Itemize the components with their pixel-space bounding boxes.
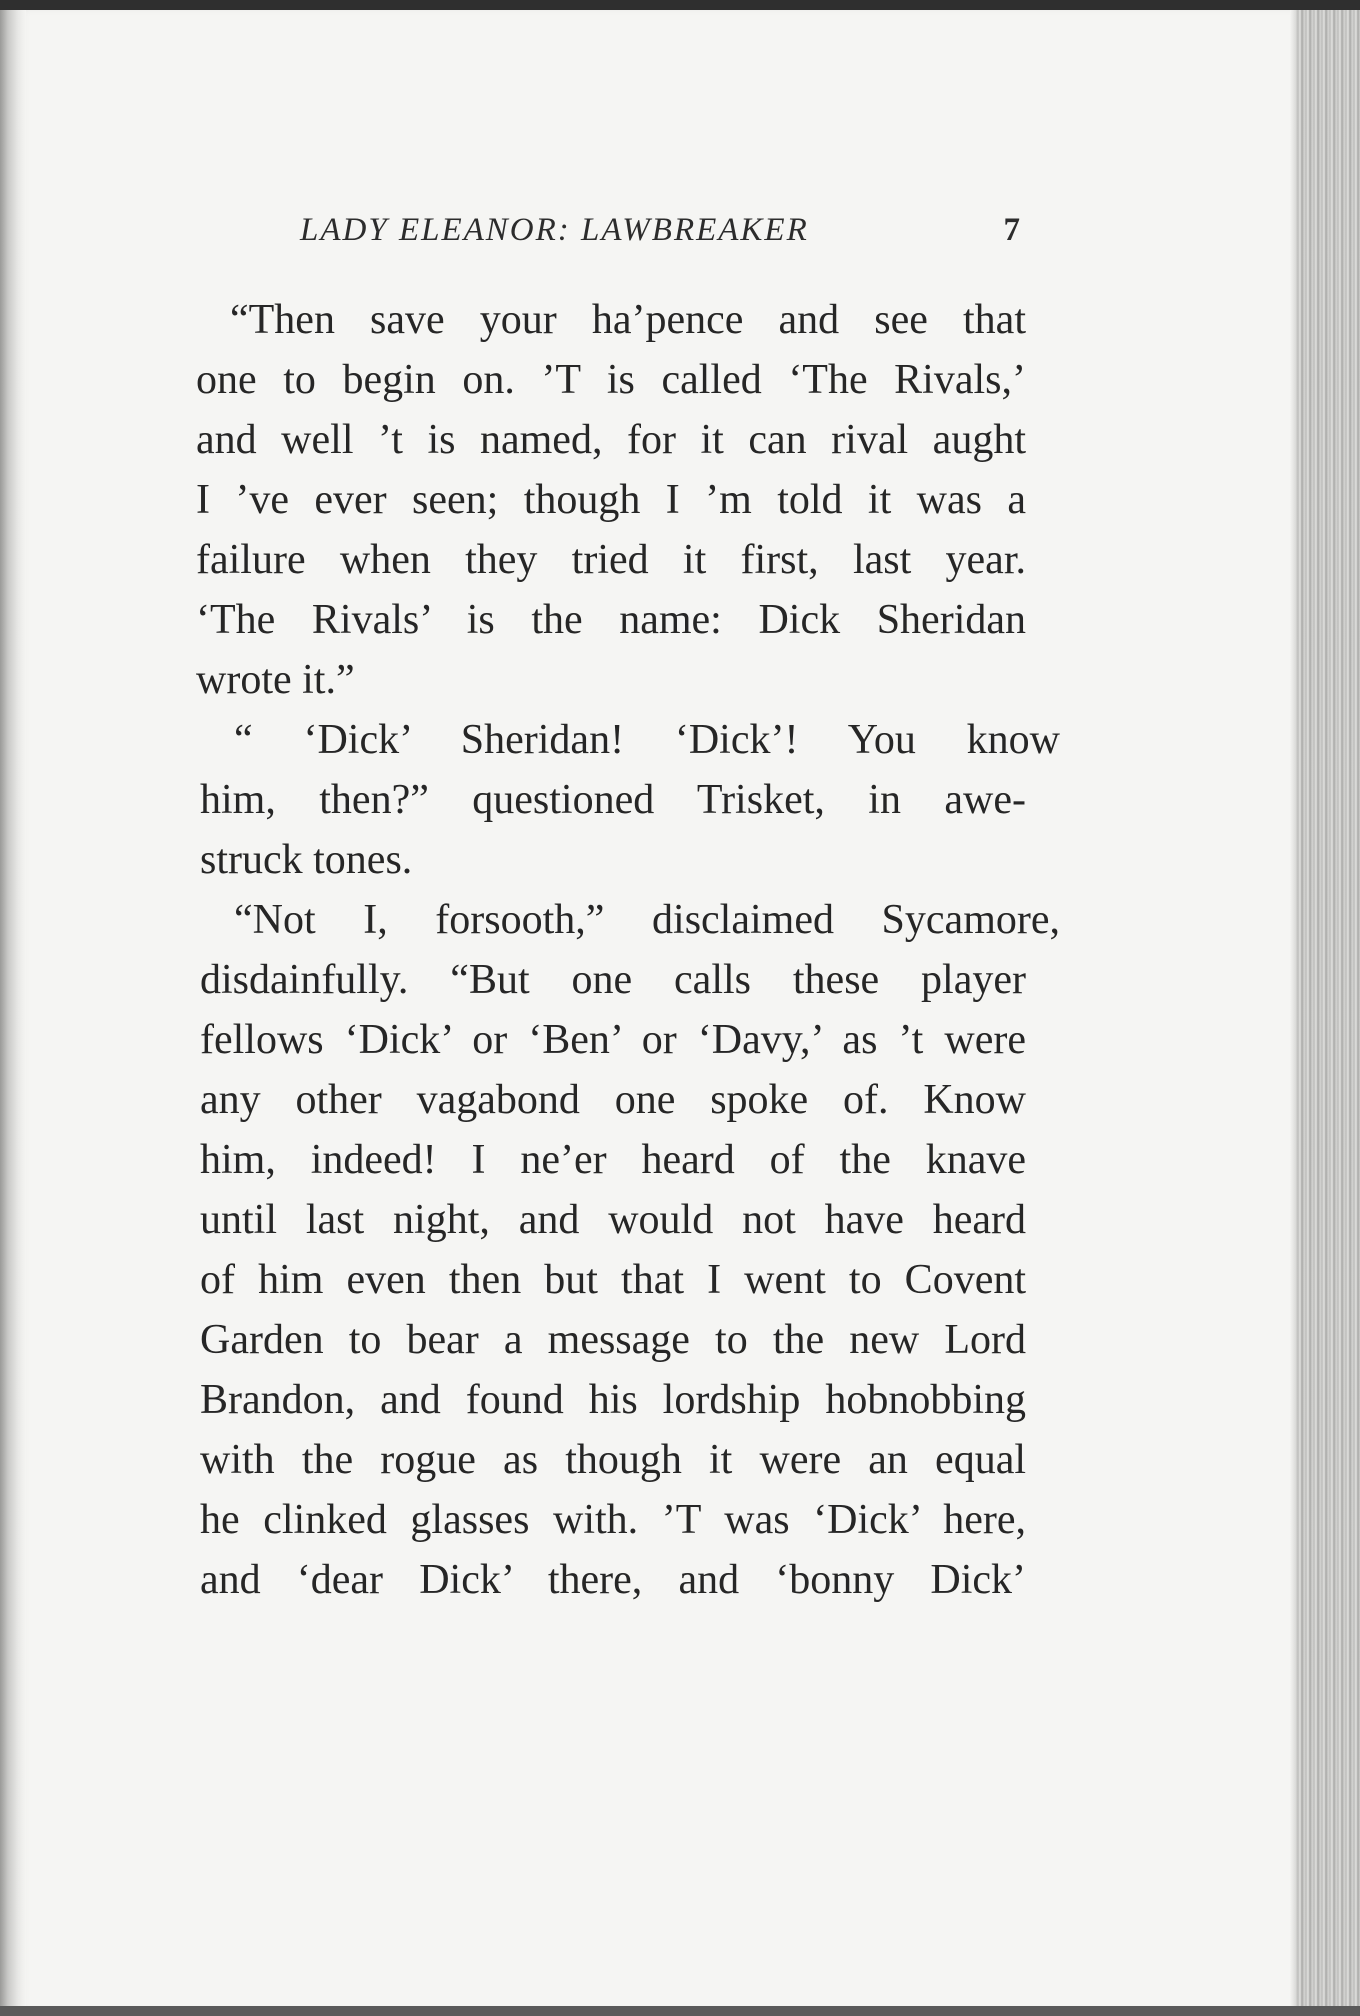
text-line: him, then?” questioned Trisket, in awe-: [200, 777, 1026, 823]
page-number: 7: [1003, 212, 1020, 248]
page-gutter-shadow: [0, 10, 26, 2010]
scan-bottom-border: [0, 2006, 1360, 2016]
text-line: with the rogue as though it were an equal: [200, 1437, 1026, 1483]
text-line: him, indeed! I ne’er heard of the knave: [200, 1137, 1026, 1183]
book-page-edges: [1296, 10, 1360, 2016]
text-line: Garden to bear a message to the new Lord: [200, 1317, 1026, 1363]
text-line: and ‘dear Dick’ there, and ‘bonny Dick’: [200, 1557, 1026, 1603]
text-line: until last night, and would not have heard: [200, 1197, 1026, 1243]
text-line: of him even then but that I went to Covent: [200, 1257, 1026, 1303]
text-line: ‘The Rivals’ is the name: Dick Sheridan: [196, 597, 1026, 643]
text-line: fellows ‘Dick’ or ‘Ben’ or ‘Davy,’ as ’t were: [200, 1017, 1026, 1063]
running-head: LADY ELEANOR: LAWBREAKER: [300, 212, 809, 248]
text-line: “ ‘Dick’ Sheridan! ‘Dick’! You know: [234, 717, 1060, 763]
body-text: [196, 290, 1060, 1610]
text-line: he clinked glasses with. ’T was ‘Dick’ here,: [200, 1497, 1026, 1543]
text-line: Brandon, and found his lordship hobnobbing: [200, 1377, 1026, 1423]
page-header: [300, 212, 1020, 262]
text-line: disdainfully. “But one calls these player: [200, 957, 1026, 1003]
text-line: “Then save your ha’pence and see that: [230, 297, 1026, 343]
text-line: failure when they tried it first, last year.: [196, 537, 1026, 583]
text-line: wrote it.”: [196, 657, 355, 703]
text-line: any other vagabond one spoke of. Know: [200, 1077, 1026, 1123]
text-line: one to begin on. ’T is called ‘The Rivals,’: [196, 357, 1026, 403]
text-line: “Not I, forsooth,” disclaimed Sycamore,: [234, 897, 1060, 943]
text-line: I ’ve ever seen; though I ’m told it was a: [196, 477, 1026, 523]
text-line: struck tones.: [200, 837, 413, 883]
text-line: and well ’t is named, for it can rival aught: [196, 417, 1026, 463]
